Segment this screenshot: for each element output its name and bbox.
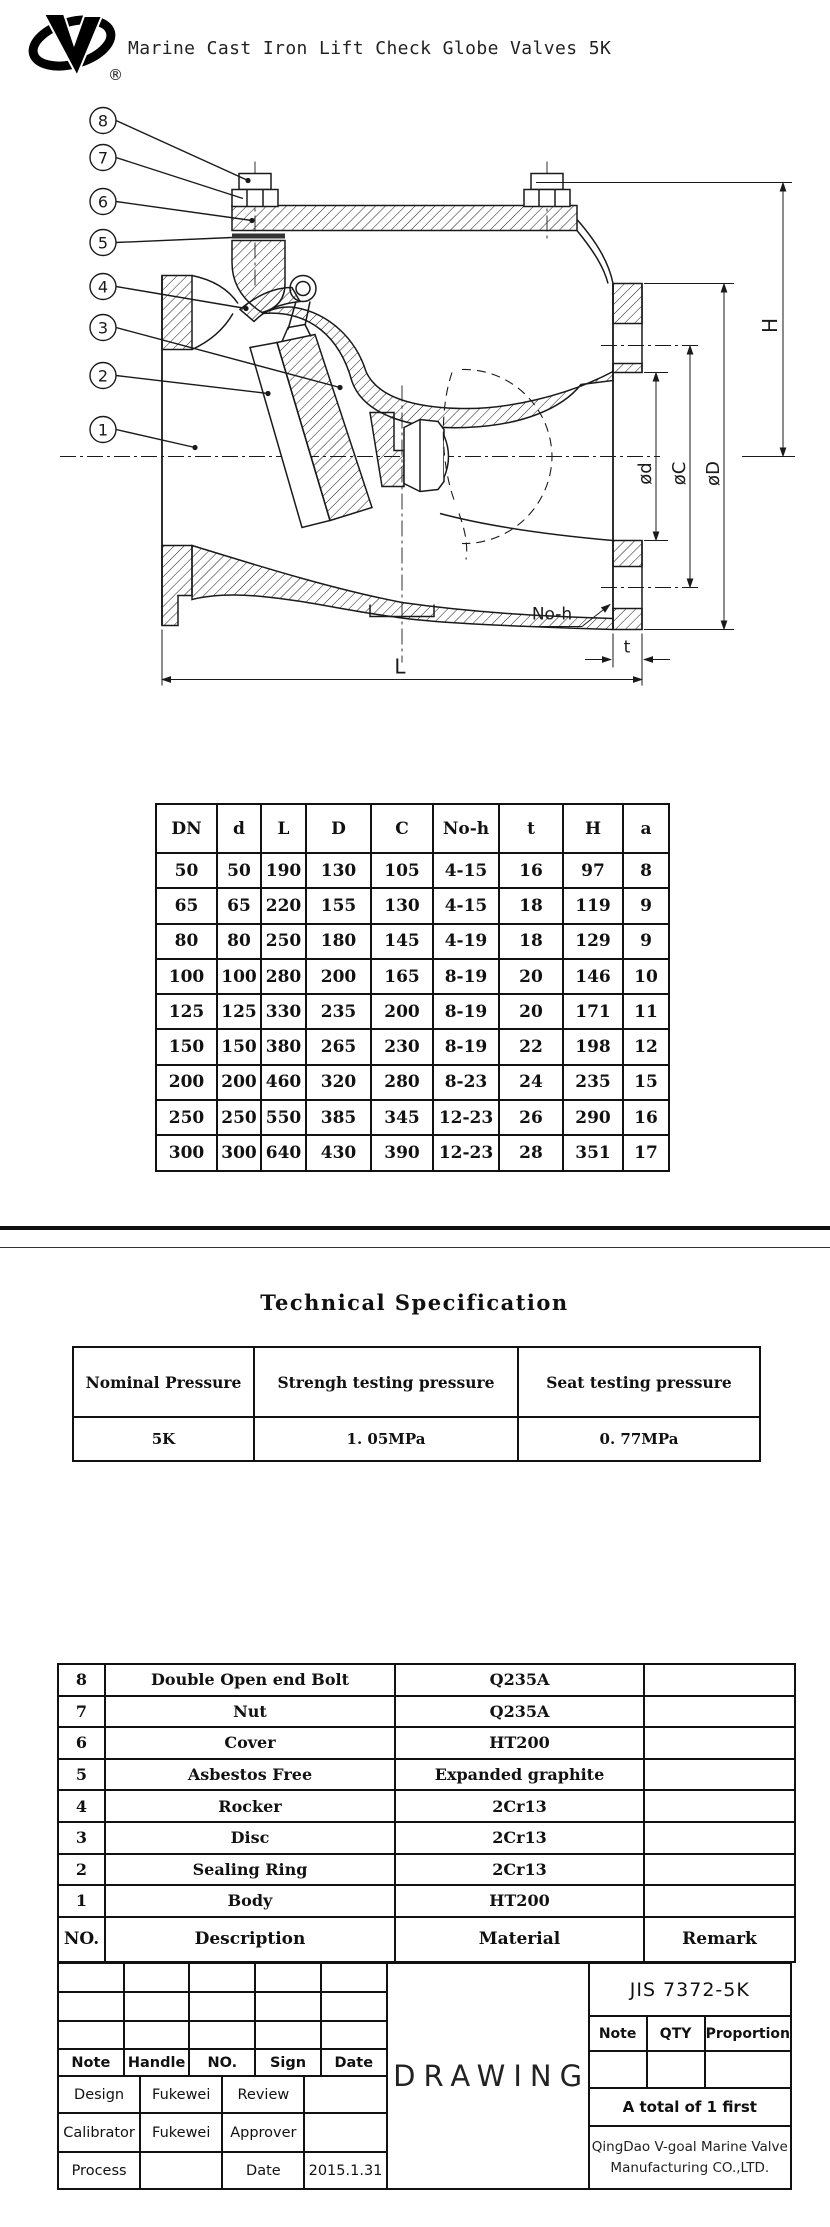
cell: 97	[564, 854, 622, 887]
cell: Proportion	[706, 2017, 790, 2050]
cell: 12-23	[434, 1101, 498, 1134]
cell: Sign	[256, 2050, 320, 2075]
cell: 390	[372, 1136, 432, 1169]
cell: Body	[106, 1886, 394, 1916]
gasket-section	[232, 234, 285, 239]
cell: 351	[564, 1136, 622, 1169]
cell: HT200	[396, 1728, 643, 1758]
drawing-box	[388, 1964, 591, 2188]
cell: 200	[157, 1066, 216, 1099]
dim-label-L: L	[394, 654, 406, 679]
cell: 18	[500, 889, 562, 922]
cell: 15	[624, 1066, 668, 1099]
cell: D	[307, 805, 370, 852]
cell: d	[218, 805, 260, 852]
cell: Calibrator	[59, 2114, 139, 2151]
cell: 155	[307, 889, 370, 922]
cell: 2Cr13	[396, 1823, 643, 1853]
cell	[305, 2077, 385, 2112]
cell: NO.	[190, 2050, 254, 2075]
cell: 300	[157, 1136, 216, 1169]
company-line2: Manufacturing CO.,LTD.	[610, 2159, 770, 2176]
cell: Handle	[125, 2050, 189, 2075]
cell: 100	[218, 960, 260, 993]
cell: Expanded graphite	[396, 1760, 643, 1790]
hidden-lines	[443, 369, 552, 559]
cell	[141, 2153, 221, 2188]
cell: 2Cr13	[396, 1855, 643, 1885]
cell	[648, 2052, 704, 2087]
cell: 200	[372, 995, 432, 1028]
dim-label-t: t	[623, 637, 631, 658]
cell: Asbestos Free	[106, 1760, 394, 1790]
cell: 10	[624, 960, 668, 993]
cell: 235	[307, 995, 370, 1028]
cell	[59, 1993, 123, 2020]
cell: 28	[500, 1136, 562, 1169]
cell: 220	[262, 889, 305, 922]
callout-5: 5	[97, 233, 109, 253]
cell: 330	[262, 995, 305, 1028]
cell: Remark	[645, 1918, 794, 1961]
cell: 11	[624, 995, 668, 1028]
cell: 16	[500, 854, 562, 887]
cell: 2Cr13	[396, 1791, 643, 1821]
cell: 320	[307, 1066, 370, 1099]
cell: 130	[372, 889, 432, 922]
cell: Note	[590, 2017, 646, 2050]
cell	[256, 1993, 320, 2020]
cell: 198	[564, 1030, 622, 1063]
callout-1: 1	[97, 420, 109, 440]
dim-label-d: ød	[635, 462, 656, 485]
cell	[305, 2114, 385, 2151]
dim-label-D: øD	[703, 461, 724, 486]
cell: Q235A	[396, 1697, 643, 1727]
registered-mark: ®	[108, 66, 122, 84]
cell: 2	[59, 1855, 104, 1885]
cell: 12-23	[434, 1136, 498, 1169]
cell: 146	[564, 960, 622, 993]
cell: Note	[59, 2050, 123, 2075]
cell	[190, 1964, 254, 1991]
cell: 50	[218, 854, 260, 887]
cell: 145	[372, 925, 432, 958]
cell: NO.	[59, 1918, 104, 1961]
dim-label-no-h: No-h	[531, 604, 573, 625]
callout-3: 3	[97, 318, 109, 338]
cell: 250	[218, 1101, 260, 1134]
cell	[322, 2022, 386, 2048]
cell: Strengh testing pressure	[255, 1348, 517, 1416]
cell: 4-15	[434, 889, 498, 922]
cell: 4-19	[434, 925, 498, 958]
cell: 16	[624, 1101, 668, 1134]
divider-thin	[0, 1247, 830, 1248]
cell: 190	[262, 854, 305, 887]
cell	[645, 1823, 794, 1853]
callout-7: 7	[97, 148, 109, 168]
cell: 125	[157, 995, 216, 1028]
divider-thick	[0, 1226, 830, 1230]
cell	[645, 1697, 794, 1727]
cell: 24	[500, 1066, 562, 1099]
cell: Review	[223, 2077, 303, 2112]
cell: 130	[307, 854, 370, 887]
cell: 250	[262, 925, 305, 958]
cell: 18	[500, 925, 562, 958]
cell: 125	[218, 995, 260, 1028]
cell: t	[500, 805, 562, 852]
cell: Fukewei	[141, 2114, 221, 2151]
cell: 8-23	[434, 1066, 498, 1099]
cell: C	[372, 805, 432, 852]
cell	[59, 2022, 123, 2048]
cell: 8	[624, 854, 668, 887]
disc-nut	[404, 420, 449, 492]
cell: Design	[59, 2077, 139, 2112]
cell: 171	[564, 995, 622, 1028]
page-title: Marine Cast Iron Lift Check Globe Valves 5K	[128, 38, 612, 59]
cell	[125, 2022, 189, 2048]
cell: 250	[157, 1101, 216, 1134]
cell: 300	[218, 1136, 260, 1169]
title-block-left	[59, 1964, 386, 2188]
cell: 550	[262, 1101, 305, 1134]
cell	[645, 1791, 794, 1821]
cell: Q235A	[396, 1665, 643, 1695]
cell: 165	[372, 960, 432, 993]
cell: 200	[307, 960, 370, 993]
valve-drawing	[0, 0, 830, 770]
cell	[190, 1993, 254, 2020]
cell: 1. 05MPa	[255, 1418, 517, 1460]
callout-2: 2	[97, 366, 109, 386]
cell: 345	[372, 1101, 432, 1134]
cell: 2015.1.31	[305, 2153, 385, 2188]
cell: 20	[500, 995, 562, 1028]
bolt-left	[232, 174, 278, 207]
cell: 200	[218, 1066, 260, 1099]
dim-label-H: H	[758, 317, 782, 334]
cell: Cover	[106, 1728, 394, 1758]
cell: Rocker	[106, 1791, 394, 1821]
cell	[645, 1855, 794, 1885]
bolt-right	[524, 174, 570, 207]
cell: 235	[564, 1066, 622, 1099]
cell: 12	[624, 1030, 668, 1063]
company-name	[590, 2127, 790, 2188]
cover-section	[232, 206, 577, 231]
cell: 8	[59, 1665, 104, 1695]
cell: 265	[307, 1030, 370, 1063]
cell: Approver	[223, 2114, 303, 2151]
cell: 9	[624, 925, 668, 958]
spec-table	[72, 1346, 761, 1462]
cell: 430	[307, 1136, 370, 1169]
cell: a	[624, 805, 668, 852]
cell: 9	[624, 889, 668, 922]
cell: Material	[396, 1918, 643, 1961]
cell	[256, 1964, 320, 1991]
cell: Process	[59, 2153, 139, 2188]
cell: 80	[157, 925, 216, 958]
cell: Nominal Pressure	[74, 1348, 253, 1416]
title-block-right	[590, 1964, 790, 2188]
cell: Seat testing pressure	[519, 1348, 759, 1416]
cell: 4	[59, 1791, 104, 1821]
cell: 129	[564, 925, 622, 958]
cell: 20	[500, 960, 562, 993]
cell	[322, 1964, 386, 1991]
cell: 180	[307, 925, 370, 958]
cell	[645, 1665, 794, 1695]
cell: 150	[218, 1030, 260, 1063]
cell: Fukewei	[141, 2077, 221, 2112]
cell: 3	[59, 1823, 104, 1853]
cell: 7	[59, 1697, 104, 1727]
dimensions-table	[155, 803, 670, 1172]
callout-8: 8	[97, 111, 109, 131]
cell: 1	[59, 1886, 104, 1916]
cell	[125, 1993, 189, 2020]
cell: QTY	[648, 2017, 704, 2050]
cell	[59, 1964, 123, 1991]
cell: 640	[262, 1136, 305, 1169]
cell	[256, 2022, 320, 2048]
cell: 65	[218, 889, 260, 922]
cell: Date	[322, 2050, 386, 2075]
sheet-total: A total of 1 first	[590, 2089, 790, 2125]
cell: 150	[157, 1030, 216, 1063]
standard-number: JIS 7372-5K	[590, 1964, 790, 2015]
callout-4: 4	[97, 277, 109, 297]
cell: 26	[500, 1101, 562, 1134]
cell: 8-19	[434, 1030, 498, 1063]
cell: 380	[262, 1030, 305, 1063]
cell: 8-19	[434, 960, 498, 993]
cell: 4-15	[434, 854, 498, 887]
cell: Description	[106, 1918, 394, 1961]
drawing-label: DRAWING	[393, 2059, 591, 2093]
spec-title: Technical Specification	[260, 1290, 569, 1315]
disc-washer	[370, 413, 404, 487]
cell	[645, 1886, 794, 1916]
cell: Double Open end Bolt	[106, 1665, 394, 1695]
cell: 65	[157, 889, 216, 922]
cell: 6	[59, 1728, 104, 1758]
cell: 50	[157, 854, 216, 887]
cell: 5K	[74, 1418, 253, 1460]
cell: 280	[372, 1066, 432, 1099]
callout-6: 6	[97, 192, 109, 212]
parts-list-table	[57, 1663, 796, 1963]
cell: 8-19	[434, 995, 498, 1028]
dim-label-C: øC	[669, 461, 690, 486]
cell: 100	[157, 960, 216, 993]
cell	[645, 1760, 794, 1790]
cell: 290	[564, 1101, 622, 1134]
cell	[706, 2052, 790, 2087]
cell: Disc	[106, 1823, 394, 1853]
cell: Nut	[106, 1697, 394, 1727]
cell	[590, 2052, 646, 2087]
cell: 230	[372, 1030, 432, 1063]
cell: No-h	[434, 805, 498, 852]
cell: 22	[500, 1030, 562, 1063]
cell: H	[564, 805, 622, 852]
cell	[125, 1964, 189, 1991]
cell: 385	[307, 1101, 370, 1134]
cell: DN	[157, 805, 216, 852]
cell: 280	[262, 960, 305, 993]
cell: 460	[262, 1066, 305, 1099]
cell: 119	[564, 889, 622, 922]
cell: 5	[59, 1760, 104, 1790]
cell: Sealing Ring	[106, 1855, 394, 1885]
cell	[645, 1728, 794, 1758]
cell	[190, 2022, 254, 2048]
cell: 0. 77MPa	[519, 1418, 759, 1460]
company-line1: QingDao V-goal Marine Valve	[591, 2138, 788, 2155]
cell: Date	[223, 2153, 303, 2188]
cell: 105	[372, 854, 432, 887]
title-block	[57, 1962, 792, 2190]
cell: 80	[218, 925, 260, 958]
cell: L	[262, 805, 305, 852]
cell: HT200	[396, 1886, 643, 1916]
cell: 17	[624, 1136, 668, 1169]
cell	[322, 1993, 386, 2020]
